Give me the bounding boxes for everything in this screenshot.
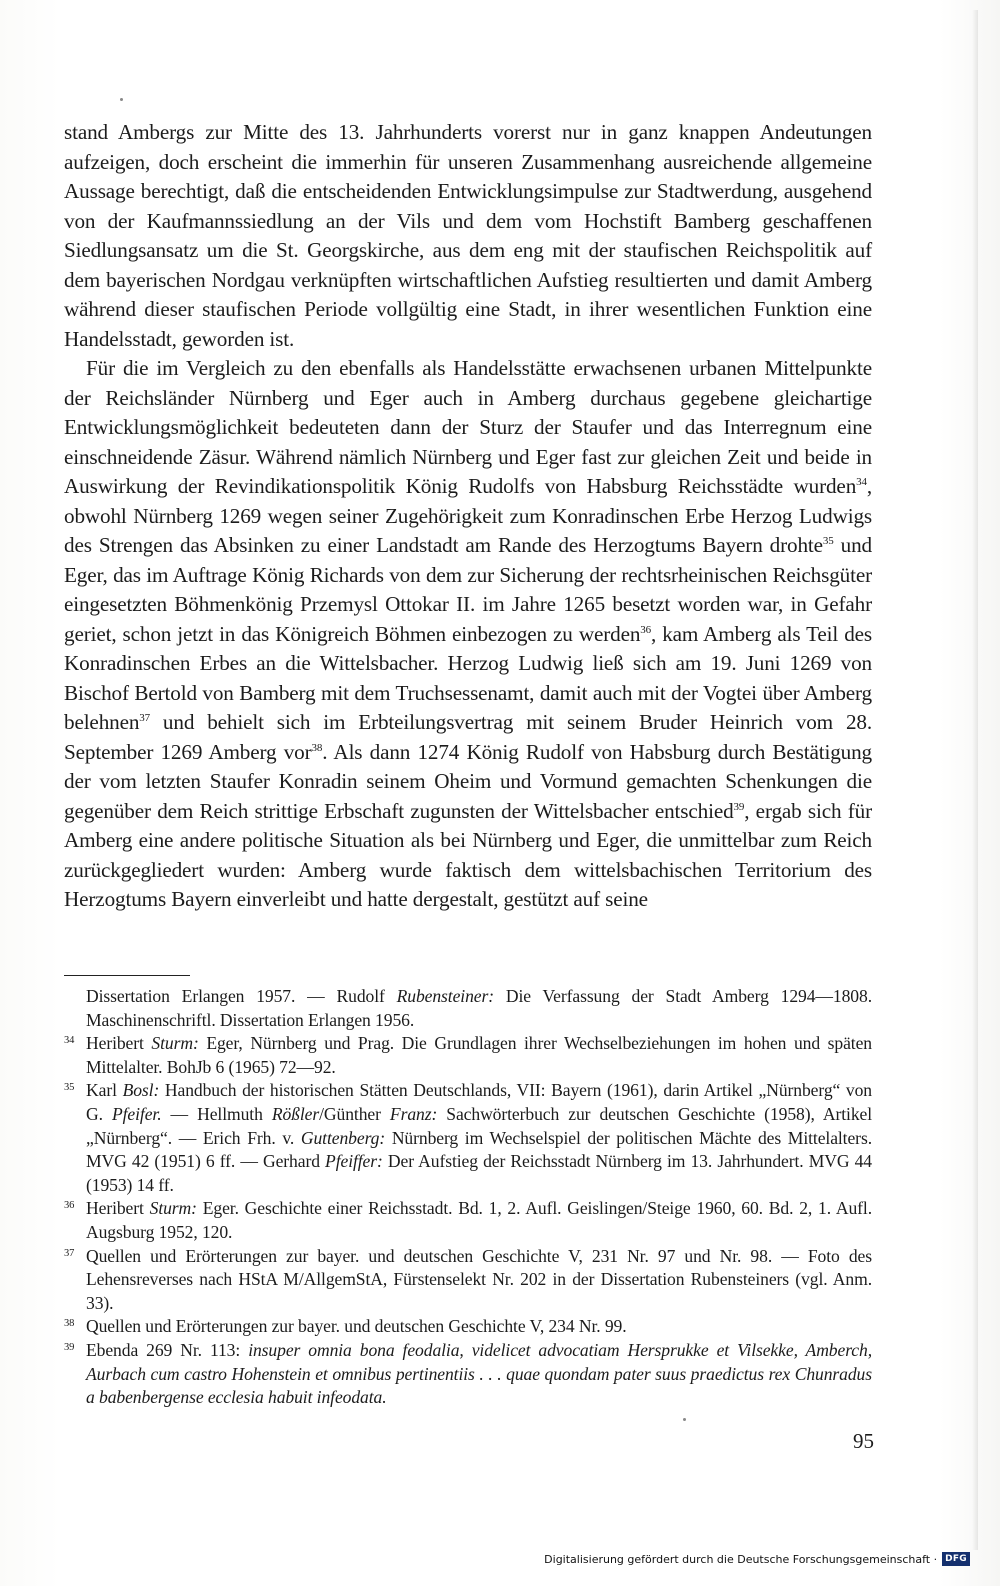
footnote bbox=[64, 1315, 872, 1339]
footnote-italic-text: Rößler bbox=[271, 1103, 320, 1124]
body-text-run: und behielt sich im Erbteilungsvertrag mit seinem Bruder Heinrich vom 28. September 1269 Amberg vor bbox=[64, 710, 872, 764]
footnote-text: Eger, Nürnberg und Prag. Die Grundlagen ihrer Wechselbeziehungen im hohen und späten Mittelalter. BohJb 6 (1965) 72—92. bbox=[86, 1033, 872, 1077]
page-number: 95 bbox=[853, 1429, 874, 1453]
footnote-italic-text: Sturm: bbox=[151, 1033, 199, 1054]
body-text-run: Für die im Vergleich zu den ebenfalls als Handelsstätte erwachsenen urbanen Mittelpunkte der Reichsländer Nürnberg und Eger auch in Amberg durchaus gegebene gleichartige Entwicklungsmöglichkeit bedeuteten dann der Sturz der Staufer und das Interregnum eine einschneidende Zäsur. Während nämlich Nürnberg und Eger fast zur gleichen Zeit und beide in Auswirkung der Revindikationspolitik König Rudolfs von Habsburg Reichsstädte wurden bbox=[64, 356, 872, 498]
body-text-run: , obwohl Nürnberg 1269 wegen seiner Zugehörigkeit zum Konradinschen Erbe Herzog Ludwigs des Strengen das Absinken zu einer Landstadt am Rande des Herzogtums Bayern drohte bbox=[64, 474, 872, 557]
footnote-italic-text: Pfeifer. bbox=[111, 1103, 162, 1124]
footnote-number: 39 bbox=[64, 1341, 75, 1353]
footnote bbox=[64, 1197, 872, 1244]
footnote-italic-text: insuper omnia bona feodalia, videlicet advocatiam Hersprukke et Vilsekke, Amberch, Aurbach cum castro Hohenstein et omnibus pertinentiis . . . quae quondam pater suus praedictus rex Chunradus a babenbergense ecclesia habuit infeodata. bbox=[86, 1339, 873, 1408]
body-text-run: , kam Amberg als Teil des Konradinschen Erbes an die Wittelsbacher. Herzog Ludwig ließ sich am 19. Juni 1269 von Bischof Bertold von Bamberg mit dem Truchsessenamt, damit auch mit der Vogtei über Amberg belehnen bbox=[64, 621, 872, 734]
page-edge-shadow bbox=[972, 10, 978, 1550]
footnote-text: Karl bbox=[86, 1080, 123, 1101]
footnote-text: Dissertation Erlangen 1957. — Rudolf bbox=[86, 986, 397, 1006]
footnote-number: 35 bbox=[64, 1082, 75, 1094]
footnote-text: Heribert bbox=[86, 1033, 152, 1054]
footnote-italic-text: Pfeiffer: bbox=[325, 1151, 383, 1172]
footnote-number: 38 bbox=[64, 1318, 75, 1330]
footnote-text: — Hellmuth bbox=[161, 1103, 272, 1124]
footnote-text: Quellen und Erörterungen zur bayer. und deutschen Geschichte V, 231 Nr. 97 und Nr. 98. — Foto des Lehensreverses nach HStA M/AllgemStA, Fürstenselekt Nr. 202 in der Dissertation Rubensteiners (vgl. Anm. 33). bbox=[86, 1245, 872, 1313]
footnote-reference: 36 bbox=[640, 623, 651, 636]
digitization-credit bbox=[544, 1548, 970, 1570]
body-paragraph bbox=[64, 118, 872, 354]
footnote-reference: 39 bbox=[733, 800, 745, 813]
footnote-text: Nürnberg im Wechselspiel der politischen Mächte des Mittelalters. MVG 42 (1951) 6 ff. — Gerhard bbox=[86, 1127, 872, 1172]
scan-speck bbox=[120, 98, 123, 101]
scan-speck bbox=[683, 1418, 686, 1421]
footnote-number: 37 bbox=[64, 1247, 75, 1259]
body-text-run: , ergab sich für Amberg eine andere politische Situation als bei Nürnberg und Eger, die unmittelbar zum Reich zurückgegliedert wurden: Amberg wurde faktisch dem wittelsbachischen Territorium des Herzogtums Bayern einverleibt und hatte dergestalt, gestützt auf seine bbox=[64, 798, 872, 911]
dfg-logo: DFG bbox=[942, 1552, 970, 1566]
footnote-text: Sachwörterbuch zur deutschen Geschichte (1958), Artikel „Nürnberg“. — Erich Frh. v. bbox=[86, 1103, 873, 1148]
body-text-run: . Als dann 1274 König Rudolf von Habsburg durch Bestätigung der vom letzten Staufer Konradin seinem Oheim und Vormund gemachten Schenkungen die gegenüber dem Reich strittige Erbschaft zugunsten der Wittelsbacher entschied bbox=[64, 739, 872, 823]
footnote-italic-text: Sturm: bbox=[149, 1198, 197, 1219]
digitization-credit-text: Digitalisierung gefördert durch die Deutsche Forschungsgemeinschaft · bbox=[544, 1552, 938, 1566]
footnote-reference: 37 bbox=[139, 712, 150, 724]
footnote-reference: 38 bbox=[311, 741, 323, 754]
footnote-separator bbox=[64, 975, 190, 976]
footnote-number: 34 bbox=[64, 1035, 75, 1047]
footnote-italic-text: Guttenberg: bbox=[300, 1127, 386, 1148]
footnote bbox=[64, 1079, 872, 1197]
body-paragraph bbox=[64, 354, 872, 915]
footnote bbox=[64, 1339, 872, 1410]
footnote-text: Die Verfassung der Stadt Amberg 1294—1808. Maschinenschriftl. Dissertation Erlangen 1956. bbox=[86, 986, 872, 1030]
footnote-text: Der Aufstieg der Reichsstadt Nürnberg im 13. Jahrhundert. MVG 44 (1953) 14 ff. bbox=[86, 1151, 872, 1195]
footnote-number: 36 bbox=[64, 1200, 75, 1212]
footnote-italic-text: Franz: bbox=[389, 1103, 438, 1124]
main-body-text bbox=[64, 118, 872, 915]
footnote-text: /Günther bbox=[319, 1103, 390, 1124]
footnote bbox=[64, 985, 872, 1032]
footnote-text: Quellen und Erörterungen zur bayer. und deutschen Geschichte V, 234 Nr. 99. bbox=[86, 1316, 627, 1337]
footnote-text: Ebenda 269 Nr. 113: bbox=[86, 1339, 249, 1360]
footnote-text: Heribert bbox=[86, 1198, 150, 1219]
footnote-italic-text: Bosl: bbox=[122, 1080, 160, 1101]
footnote-italic-text: Rubensteiner: bbox=[396, 986, 494, 1006]
footnotes bbox=[64, 985, 872, 1410]
footnote-text: Handbuch der historischen Stätten Deutschlands, VII: Bayern (1961), darin Artikel „Nürnberg“ von G. bbox=[86, 1080, 873, 1124]
footnote-text: Eger. Geschichte einer Reichsstadt. Bd. 1, 2. Aufl. Geislingen/Steige 1960, 60. Bd. 2, 1. Aufl. Augsburg 1952, 120. bbox=[86, 1198, 872, 1242]
footnote-reference: 35 bbox=[822, 535, 834, 547]
footnote bbox=[64, 1032, 872, 1079]
body-text-run: stand Ambergs zur Mitte des 13. Jahrhunderts vorerst nur in ganz knappen Andeutungen aufzeigen, doch erscheint die immerhin für unseren Zusammenhang ausreichende allgemeine Aussage berechtigt, daß die entscheidenden Entwicklungsimpulse zur Stadtwerdung, ausgehend von der Kaufmannssiedlung an der Vils und dem vom Hochstift Bamberg geschaffenen Siedlungsansatz um die St. Georgskirche, aus dem eng mit der staufischen Reichspolitik auf dem bayerischen Nordgau verknüpften wirtschaftlichen Aufstieg resultierten und damit Amberg während dieser staufischen Periode vollgültig eine Stadt, in ihrer wesentlichen Funktion eine Handelsstadt, geworden ist. bbox=[64, 120, 872, 351]
footnote bbox=[64, 1245, 872, 1316]
footnote-reference: 34 bbox=[856, 476, 867, 488]
body-text-run: und Eger, das im Auftrage König Richards von dem zur Sicherung der rechtsrheinischen Reichsgüter eingesetzten Böhmenkönig Przemysl Ottokar II. im Jahre 1265 besetzt worden war, in Gefahr geriet, schon jetzt in das Königreich Böhmen einbezogen zu werden bbox=[64, 533, 873, 646]
